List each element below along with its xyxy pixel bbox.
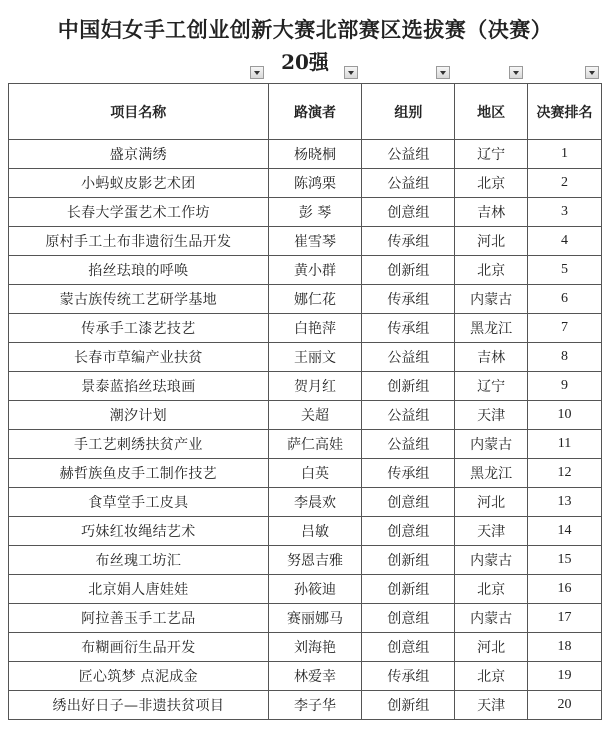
cell-rank[interactable]: 18 [528,633,602,662]
cell-rank[interactable]: 11 [528,430,602,459]
cell-presenter[interactable]: 崔雪琴 [268,227,362,256]
cell-presenter[interactable]: 萨仁高娃 [268,430,362,459]
cell-project[interactable]: 赫哲族鱼皮手工制作技艺 [9,459,269,488]
cell-rank[interactable]: 20 [528,691,602,720]
cell-project[interactable]: 匠心筑梦 点泥成金 [9,662,269,691]
table-row [9,430,602,459]
cell-rank[interactable]: 16 [528,575,602,604]
cell-region[interactable]: 北京 [455,256,528,285]
table-row [9,256,602,285]
cell-group[interactable]: 创新组 [362,256,455,285]
cell-presenter[interactable]: 赛丽娜马 [268,604,362,633]
cell-region[interactable]: 内蒙古 [455,285,528,314]
cell-rank[interactable]: 14 [528,517,602,546]
cell-presenter[interactable]: 王丽文 [268,343,362,372]
table-row [9,488,602,517]
table-row [9,546,602,575]
cell-region[interactable]: 吉林 [455,343,528,372]
cell-group[interactable]: 传承组 [362,662,455,691]
cell-region[interactable]: 黑龙江 [455,314,528,343]
cell-project[interactable]: 长春市草编产业扶贫 [9,343,269,372]
cell-presenter[interactable]: 努恩吉雅 [268,546,362,575]
table-row [9,575,602,604]
cell-group[interactable]: 创新组 [362,372,455,401]
cell-presenter[interactable]: 白英 [268,459,362,488]
cell-group[interactable]: 创意组 [362,604,455,633]
cell-rank[interactable]: 3 [528,198,602,227]
cell-project[interactable]: 食草堂手工皮具 [9,488,269,517]
cell-project[interactable]: 小蚂蚁皮影艺术团 [9,169,269,198]
dropdown-arrow-icon [440,71,446,75]
cell-presenter[interactable]: 孙筱迪 [268,575,362,604]
cell-group[interactable]: 创新组 [362,691,455,720]
cell-region[interactable]: 吉林 [455,198,528,227]
cell-group[interactable]: 公益组 [362,430,455,459]
cell-project[interactable]: 绣出好日子—非遗扶贫项目 [9,691,269,720]
cell-project[interactable]: 蒙古族传统工艺研学基地 [9,285,269,314]
cell-group[interactable]: 公益组 [362,140,455,169]
cell-presenter[interactable]: 李晨欢 [268,488,362,517]
table-row [9,401,602,430]
cell-region[interactable]: 内蒙古 [455,430,528,459]
table-row [9,517,602,546]
table-row [9,314,602,343]
table-body [9,140,602,720]
cell-region[interactable]: 黑龙江 [455,459,528,488]
table-row [9,459,602,488]
cell-presenter[interactable]: 陈鸿栗 [268,169,362,198]
filter-dropdown-region[interactable] [436,66,450,79]
cell-presenter[interactable]: 贺月红 [268,372,362,401]
sheet-title: 中国妇女手工创业创新大赛北部赛区选拔赛（决赛） [57,17,553,42]
cell-rank[interactable]: 19 [528,662,602,691]
cell-presenter[interactable]: 关超 [268,401,362,430]
cell-group[interactable]: 公益组 [362,343,455,372]
filter-dropdown-presenter[interactable] [250,66,264,79]
dropdown-arrow-icon [589,71,595,75]
cell-rank[interactable]: 6 [528,285,602,314]
cell-rank[interactable]: 4 [528,227,602,256]
header-rank[interactable]: 决赛排名 [528,84,602,140]
dropdown-arrow-icon [348,71,354,75]
cell-project[interactable]: 北京娟人唐娃娃 [9,575,269,604]
cell-group[interactable]: 创意组 [362,488,455,517]
cell-region[interactable]: 河北 [455,227,528,256]
table-row [9,372,602,401]
cell-group[interactable]: 创意组 [362,633,455,662]
table-row [9,140,602,169]
cell-presenter[interactable]: 杨晓桐 [268,140,362,169]
cell-project[interactable]: 手工艺刺绣扶贫产业 [9,430,269,459]
table-row [9,662,602,691]
table-row [9,227,602,256]
cell-region[interactable]: 河北 [455,488,528,517]
cell-rank[interactable]: 1 [528,140,602,169]
cell-region[interactable]: 辽宁 [455,140,528,169]
filter-dropdown-rank[interactable] [509,66,523,79]
cell-project[interactable]: 原村手工土布非遗衍生品开发 [9,227,269,256]
header-group[interactable]: 组别 [362,84,455,140]
table-row [9,198,602,227]
cell-group[interactable]: 创意组 [362,517,455,546]
table-row [9,604,602,633]
cell-rank[interactable]: 2 [528,169,602,198]
header-project[interactable]: 项目名称 [9,84,269,140]
header-presenter[interactable]: 路演者 [268,84,362,140]
cell-presenter[interactable]: 彭 琴 [268,198,362,227]
cell-rank[interactable]: 12 [528,459,602,488]
cell-group[interactable]: 传承组 [362,459,455,488]
table-row [9,343,602,372]
cell-project[interactable]: 掐丝珐琅的呼唤 [9,256,269,285]
table-header-row [9,84,602,140]
cell-group[interactable]: 创意组 [362,198,455,227]
cell-rank[interactable]: 10 [528,401,602,430]
cell-region[interactable]: 天津 [455,691,528,720]
cell-project[interactable]: 景泰蓝掐丝珐琅画 [9,372,269,401]
spreadsheet-sheet [8,6,602,736]
table-row [9,691,602,720]
filter-dropdown-extra[interactable] [585,66,599,79]
cell-rank[interactable]: 5 [528,256,602,285]
cell-project[interactable]: 盛京满绣 [9,140,269,169]
cell-region[interactable]: 天津 [455,401,528,430]
cell-project[interactable]: 长春大学蛋艺术工作坊 [9,198,269,227]
cell-region[interactable]: 北京 [455,662,528,691]
cell-project[interactable]: 布丝瑰工坊汇 [9,546,269,575]
cell-group[interactable]: 传承组 [362,227,455,256]
cell-project[interactable]: 传承手工漆艺技艺 [9,314,269,343]
cell-project[interactable]: 阿拉善玉手工艺品 [9,604,269,633]
cell-presenter[interactable]: 林爱幸 [268,662,362,691]
cell-group[interactable]: 公益组 [362,401,455,430]
cell-rank[interactable]: 9 [528,372,602,401]
table-row [9,285,602,314]
cell-group[interactable]: 传承组 [362,314,455,343]
cell-rank[interactable]: 8 [528,343,602,372]
dropdown-arrow-icon [513,71,519,75]
cell-rank[interactable]: 17 [528,604,602,633]
cell-project[interactable]: 巧妹红妆绳结艺术 [9,517,269,546]
cell-project[interactable]: 潮汐计划 [9,401,269,430]
cell-presenter[interactable]: 李子华 [268,691,362,720]
cell-region[interactable]: 河北 [455,633,528,662]
header-region[interactable]: 地区 [455,84,528,140]
cell-presenter[interactable]: 娜仁花 [268,285,362,314]
filter-dropdown-group[interactable] [344,66,358,79]
table-row [9,633,602,662]
cell-group[interactable]: 公益组 [362,169,455,198]
cell-group[interactable]: 创新组 [362,575,455,604]
cell-project[interactable]: 布糊画衍生品开发 [9,633,269,662]
cell-region[interactable]: 北京 [455,575,528,604]
cell-rank[interactable]: 15 [528,546,602,575]
cell-presenter[interactable]: 黄小群 [268,256,362,285]
cell-group[interactable]: 创新组 [362,546,455,575]
table-row [9,169,602,198]
cell-presenter[interactable]: 白艳萍 [268,314,362,343]
cell-region[interactable]: 内蒙古 [455,546,528,575]
cell-presenter[interactable]: 吕敏 [268,517,362,546]
sheet-subtitle: 20强 [281,50,329,74]
cell-rank[interactable]: 7 [528,314,602,343]
cell-rank[interactable]: 13 [528,488,602,517]
dropdown-arrow-icon [254,71,260,75]
cell-region[interactable]: 内蒙古 [455,604,528,633]
cell-region[interactable]: 辽宁 [455,372,528,401]
cell-region[interactable]: 天津 [455,517,528,546]
cell-presenter[interactable]: 刘海艳 [268,633,362,662]
cell-region[interactable]: 北京 [455,169,528,198]
results-table [8,83,602,720]
cell-group[interactable]: 传承组 [362,285,455,314]
